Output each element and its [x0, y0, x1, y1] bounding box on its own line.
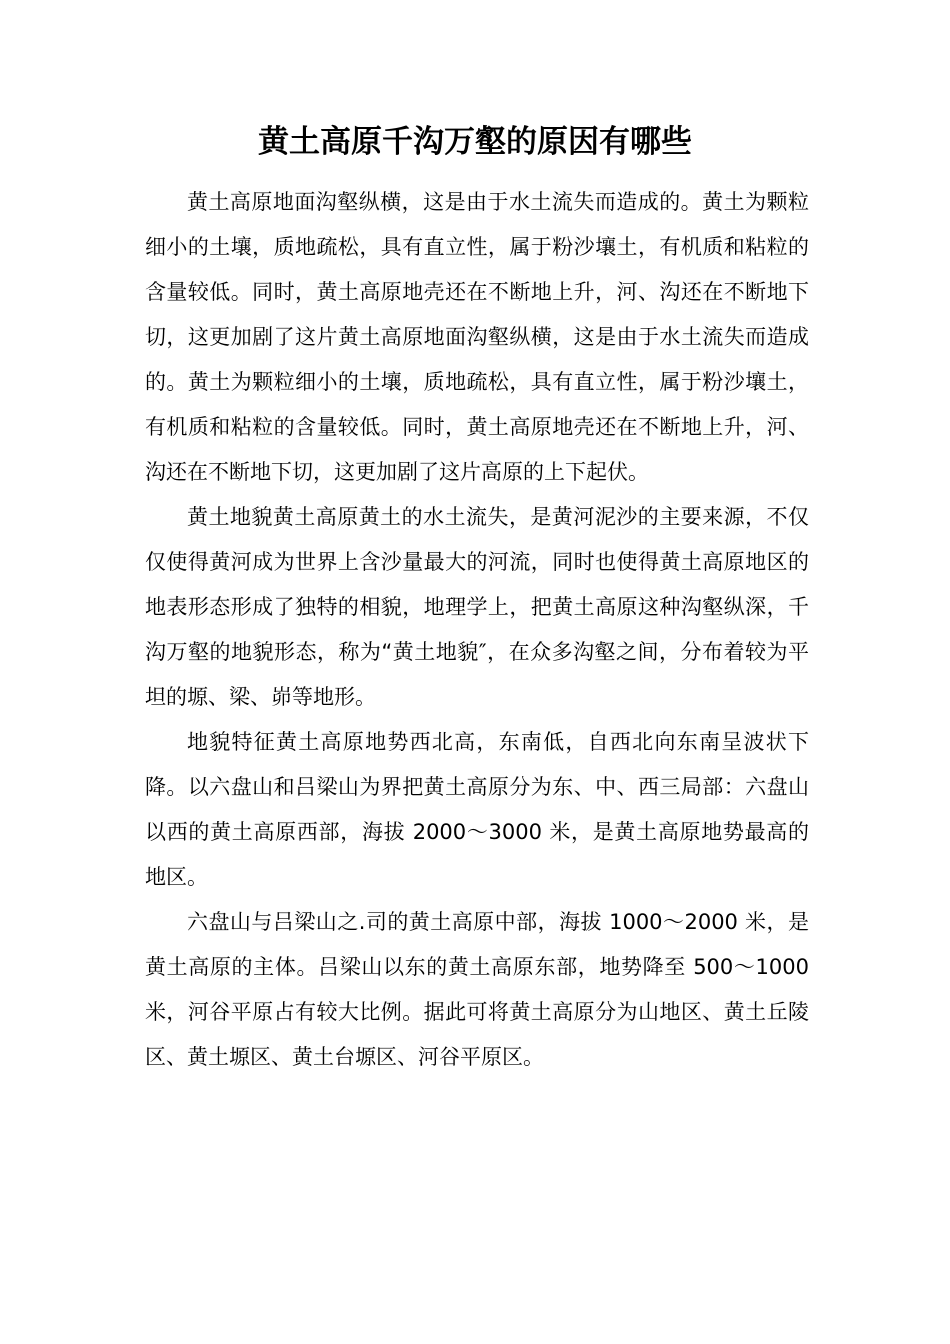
- paragraph-4: 六盘山与吕梁山之.司的黄土高原中部，海拔 1000～2000 米，是黄土高原的主体。吕梁山以东的黄土高原东部，地势降至 500～1000 米，河谷平原占有较大比例。据此可将黄土高原分为山地区、黄土丘陵区、黄土塬区、黄土台塬区、河谷平原区。: [145, 910, 809, 1069]
- paragraph-1: 黄土高原地面沟壑纵横，这是由于水土流失而造成的。黄土为颗粒细小的土壤，质地疏松，具有直立性，属于粉沙壤土，有机质和粘粒的含量较低。同时，黄土高原地壳还在不断地上升，河、沟还在不断地下切，这更加剧了这片黄土高原地面沟壑纵横，这是由于水土流失而造成的。黄土为颗粒细小的土壤，质地疏松，具有直立性，属于粉沙壤土，有机质和粘粒的含量较低。同时，黄土高原地壳还在不断地上升，河、沟还在不断地下切，这更加剧了这片高原的上下起伏。: [145, 190, 809, 484]
- document-body: [145, 180, 809, 1080]
- paragraph-2: 黄土地貌黄土高原黄土的水土流失，是黄河泥沙的主要来源，不仅仅使得黄河成为世界上含沙量最大的河流，同时也使得黄土高原地区的地表形态形成了独特的相貌，地理学上，把黄土高原这种沟壑纵深，千沟万壑的地貌形态，称为“黄土地貌″，在众多沟壑之间，分布着较为平坦的塬、梁、峁等地形。: [145, 505, 809, 709]
- document-title: 黄土高原千沟万壑的原因有哪些: [258, 124, 692, 160]
- paragraph-3: 地貌特征黄土高原地势西北高，东南低，自西北向东南呈波状下降。以六盘山和吕梁山为界把黄土高原分为东、中、西三局部：六盘山以西的黄土高原西部，海拔 2000～3000 米，是黄土高原地势最高的地区。: [145, 730, 809, 889]
